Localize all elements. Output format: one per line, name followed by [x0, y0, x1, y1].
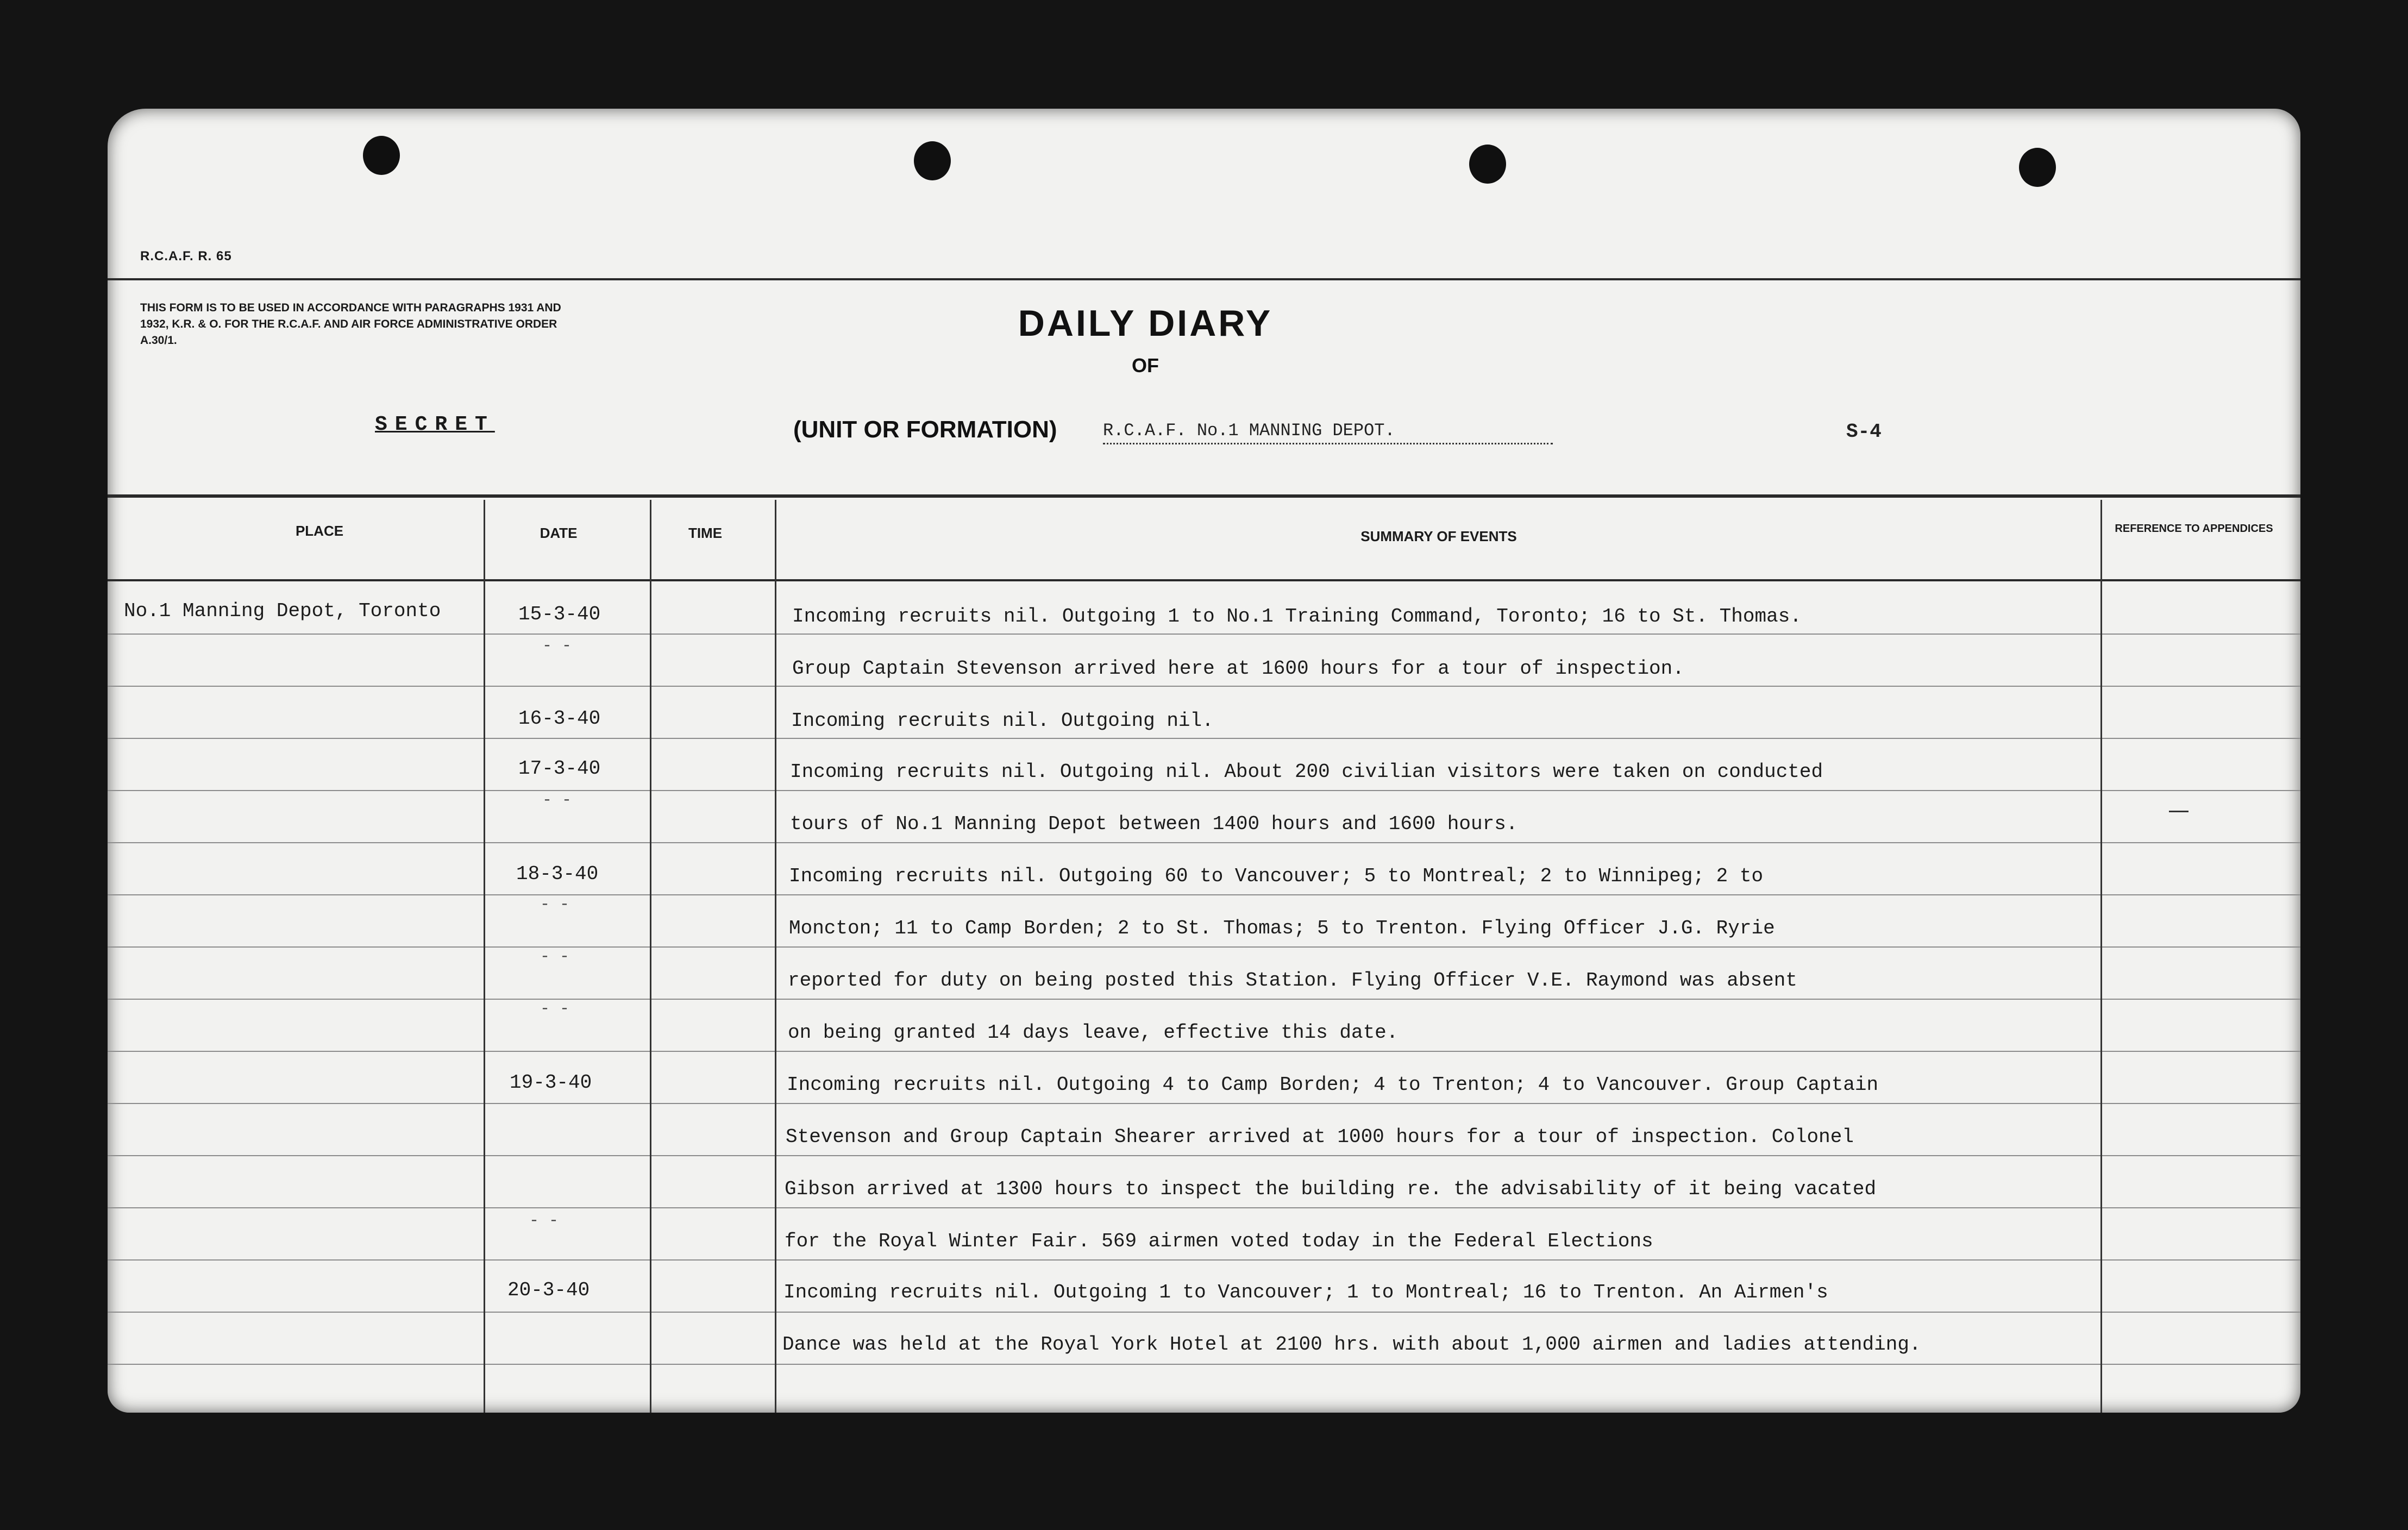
ruled-line — [108, 738, 2300, 739]
column-header-date: DATE — [540, 525, 578, 541]
ruled-line — [108, 1207, 2300, 1208]
date-ditto: - - — [540, 895, 570, 914]
column-divider — [650, 500, 651, 1413]
event-line: Incoming recruits nil. Outgoing nil. — [791, 710, 1214, 732]
event-line: reported for duty on being posted this Station. Flying Officer V.E. Raymond was absent — [788, 969, 1797, 992]
form-instruction: THIS FORM IS TO BE USED IN ACCORDANCE WITH PARAGRAPHS 1931 AND 1932, K.R. & O. FOR THE R.C.A.F. AND AIR FORCE ADMINISTRATIVE ORDER A.30/1. — [140, 302, 561, 347]
unit-label: (UNIT OR FORMATION) — [793, 416, 1057, 443]
event-line: on being granted 14 days leave, effective this date. — [788, 1021, 1399, 1044]
date-entry: 19-3-40 — [510, 1071, 592, 1094]
page-title: DAILY DIARY — [1018, 303, 1273, 344]
header-bottom-rule — [108, 494, 2300, 498]
column-divider — [2100, 500, 2102, 1413]
date-entry: 15-3-40 — [518, 603, 601, 625]
event-line: Incoming recruits nil. Outgoing nil. About 200 civilian visitors were taken on conducted — [790, 761, 1823, 783]
event-line: tours of No.1 Manning Depot between 1400 hours and 1600 hours. — [790, 813, 1518, 835]
date-ditto: - - — [542, 791, 572, 810]
date-entry: 16-3-40 — [518, 707, 601, 730]
event-line: Incoming recruits nil. Outgoing 1 to No.1 Training Command, Toronto; 16 to St. Thomas. — [792, 605, 1802, 628]
punch-hole — [914, 141, 951, 180]
ruled-line — [108, 842, 2300, 843]
punch-hole — [363, 136, 400, 175]
reference-mark — [2169, 811, 2188, 812]
event-line: Group Captain Stevenson arrived here at 1600 hours for a tour of inspection. — [792, 657, 1684, 680]
ruled-line — [108, 1051, 2300, 1052]
ruled-line — [108, 1364, 2300, 1365]
ruled-line — [108, 1259, 2300, 1261]
ruled-line — [108, 790, 2300, 791]
ruled-line — [108, 634, 2300, 635]
ruled-line — [108, 894, 2300, 895]
event-line: for the Royal Winter Fair. 569 airmen voted today in the Federal Elections — [785, 1230, 1653, 1252]
column-divider — [484, 500, 485, 1413]
column-header-place: PLACE — [295, 523, 344, 539]
event-line: Gibson arrived at 1300 hours to inspect the building re. the advisability of it being vacated — [785, 1178, 1877, 1200]
form-number: R.C.A.F. R. 65 — [140, 249, 232, 264]
punch-hole — [1469, 145, 1506, 184]
date-ditto: - - — [542, 637, 572, 655]
date-ditto: - - — [540, 1000, 570, 1018]
title-of: OF — [1132, 354, 1159, 377]
page-reference: S-4 — [1846, 421, 1882, 443]
date-ditto: - - — [529, 1212, 559, 1230]
ruled-line — [108, 999, 2300, 1000]
ruled-line — [108, 1103, 2300, 1104]
event-line: Moncton; 11 to Camp Borden; 2 to St. Thomas; 5 to Trenton. Flying Officer J.G. Ryrie — [789, 917, 1775, 939]
date-ditto: - - — [540, 948, 570, 966]
column-header-summary: SUMMARY OF EVENTS — [1360, 528, 1517, 544]
ruled-line — [108, 1312, 2300, 1313]
unit-value: R.C.A.F. No.1 MANNING DEPOT. — [1103, 421, 1553, 444]
event-line: Dance was held at the Royal York Hotel at 2100 hrs. with about 1,000 airmen and ladies attending. — [782, 1333, 1921, 1356]
column-header-rule — [108, 579, 2300, 581]
event-line: Incoming recruits nil. Outgoing 4 to Camp Borden; 4 to Trenton; 4 to Vancouver. Group Captain — [787, 1074, 1879, 1096]
date-entry: 17-3-40 — [518, 757, 601, 780]
column-header-time: TIME — [688, 525, 723, 541]
place-entry: No.1 Manning Depot, Toronto — [124, 600, 441, 622]
diary-form-card — [108, 109, 2300, 1413]
date-entry: 20-3-40 — [507, 1279, 590, 1301]
event-line: Incoming recruits nil. Outgoing 60 to Vancouver; 5 to Montreal; 2 to Winnipeg; 2 to — [789, 865, 1764, 887]
column-header-reference: REFERENCE TO APPENDICES — [2115, 523, 2273, 535]
ruled-line — [108, 686, 2300, 687]
event-line: Incoming recruits nil. Outgoing 1 to Vancouver; 1 to Montreal; 16 to Trenton. An Airmen's — [783, 1281, 1828, 1303]
date-entry: 18-3-40 — [516, 863, 599, 885]
ruled-line — [108, 1155, 2300, 1156]
security-classification: SECRET — [375, 413, 495, 436]
punch-hole — [2019, 148, 2056, 187]
ruled-line — [108, 946, 2300, 948]
event-line: Stevenson and Group Captain Shearer arrived at 1000 hours for a tour of inspection. Colonel — [786, 1126, 1854, 1148]
header-top-rule — [108, 278, 2300, 280]
column-divider — [775, 500, 776, 1413]
